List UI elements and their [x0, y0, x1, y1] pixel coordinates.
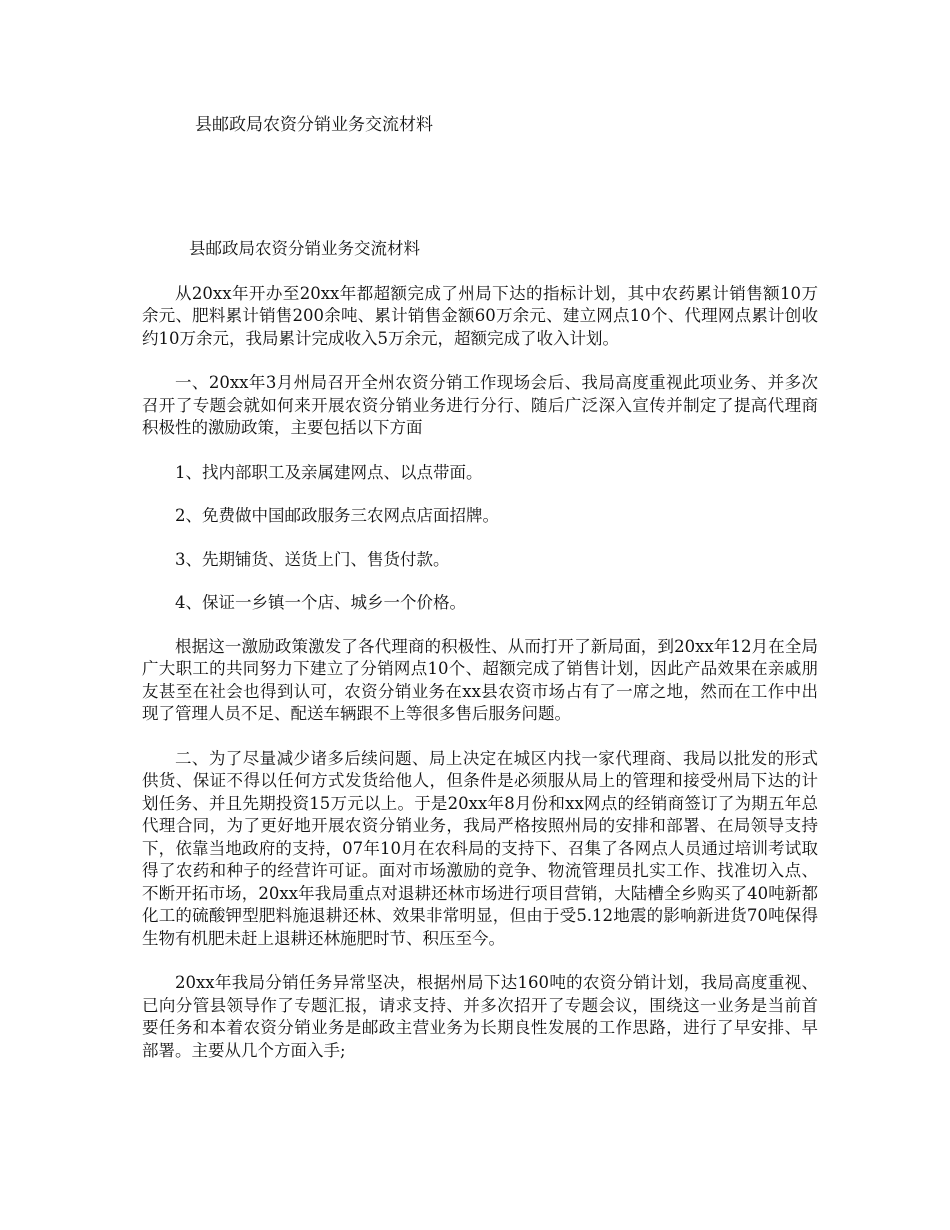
list-item: 3、先期铺货、送货上门、售货付款。 — [175, 549, 450, 569]
plan-paragraph: 20xx年我局分销任务异常坚决，根据州局下达160吨的农资分销计划，我局高度重视、已向分管县领导作了专题汇报，请求支持、并多次招开了专题会议，围绕这一业务是当前首要任务和本着农资分销业务是邮政主营业务为长期良性发展的工作思路，进行了早安排、早部署。主要从几个方面入手; — [142, 973, 818, 1060]
section-two-paragraph: 二、为了尽量减少诸多后续问题、局上决定在城区内找一家代理商、我局以批发的形式供货、保证不得以任何方式发货给他人，但条件是必须服从局上的管理和接受州局下达的计划任务、并且先期投资15万元以上。于是20xx年8月份和xx网点的经销商签订了为期五年总代理合同，为了更好地开展农资分销业务，我局严格按照州局的安排和部署、在局领导支持下，依靠当地政府的支持，07年10月在农科局的支持下、召集了各网点人员通过培训考试取得了农药和种子的经营许可证。面对市场激励的竞争、物流管理员扎实工作、找准切入点、不断开拓市场，20xx年我局重点对退耕还林市场进行项目营销，大陆槽全乡购买了40吨新都化工的硫酸钾型肥料施退耕还林、效果非常明显，但由于受5.12地震的影响新进货70吨保得生物有机肥未赶上退耕还林施肥时节、积压至今。 — [142, 748, 818, 948]
list-item: 2、免费做中国邮政服务三农网点店面招牌。 — [175, 506, 499, 525]
list-item: 1、找内部职工及亲属建网点、以点带面。 — [175, 462, 483, 482]
document-title: 县邮政局农资分销业务交流材料 — [189, 239, 420, 258]
header-title: 县邮政局农资分销业务交流材料 — [195, 115, 433, 135]
document-body — [142, 238, 818, 1084]
section-one-paragraph: 一、20xx年3月州局召开全州农资分销工作现场会后、我局高度重视此项业务、并多次召开了专题会就如何来开展农资分销业务进行分行、随后广泛深入宣传并制定了提高代理商积极性的激励政策，主要包括以下方面 — [142, 373, 818, 437]
intro-paragraph: 从20xx年开办至20xx年都超额完成了州局下达的指标计划，其中农药累计销售额10万余元、肥料累计销售200余吨、累计销售金额60万余元、建立网点10个、代理网点累计创收约10万余元，我局累计完成收入5万余元，超额完成了收入计划。 — [142, 283, 818, 348]
result-paragraph: 根据这一激励政策激发了各代理商的积极性、从而打开了新局面，到20xx年12月在全局广大职工的共同努力下建立了分销网点10个、超额完成了销售计划，因此产品效果在亲戚朋友甚至在社会也得到认可，农资分销业务在xx县农资市场占有了一席之地，然而在工作中出现了管理人员不足、配送车辆跟不上等很多售后服务问题。 — [142, 636, 818, 723]
list-item: 4、保证一乡镇一个店、城乡一个价格。 — [175, 593, 466, 612]
